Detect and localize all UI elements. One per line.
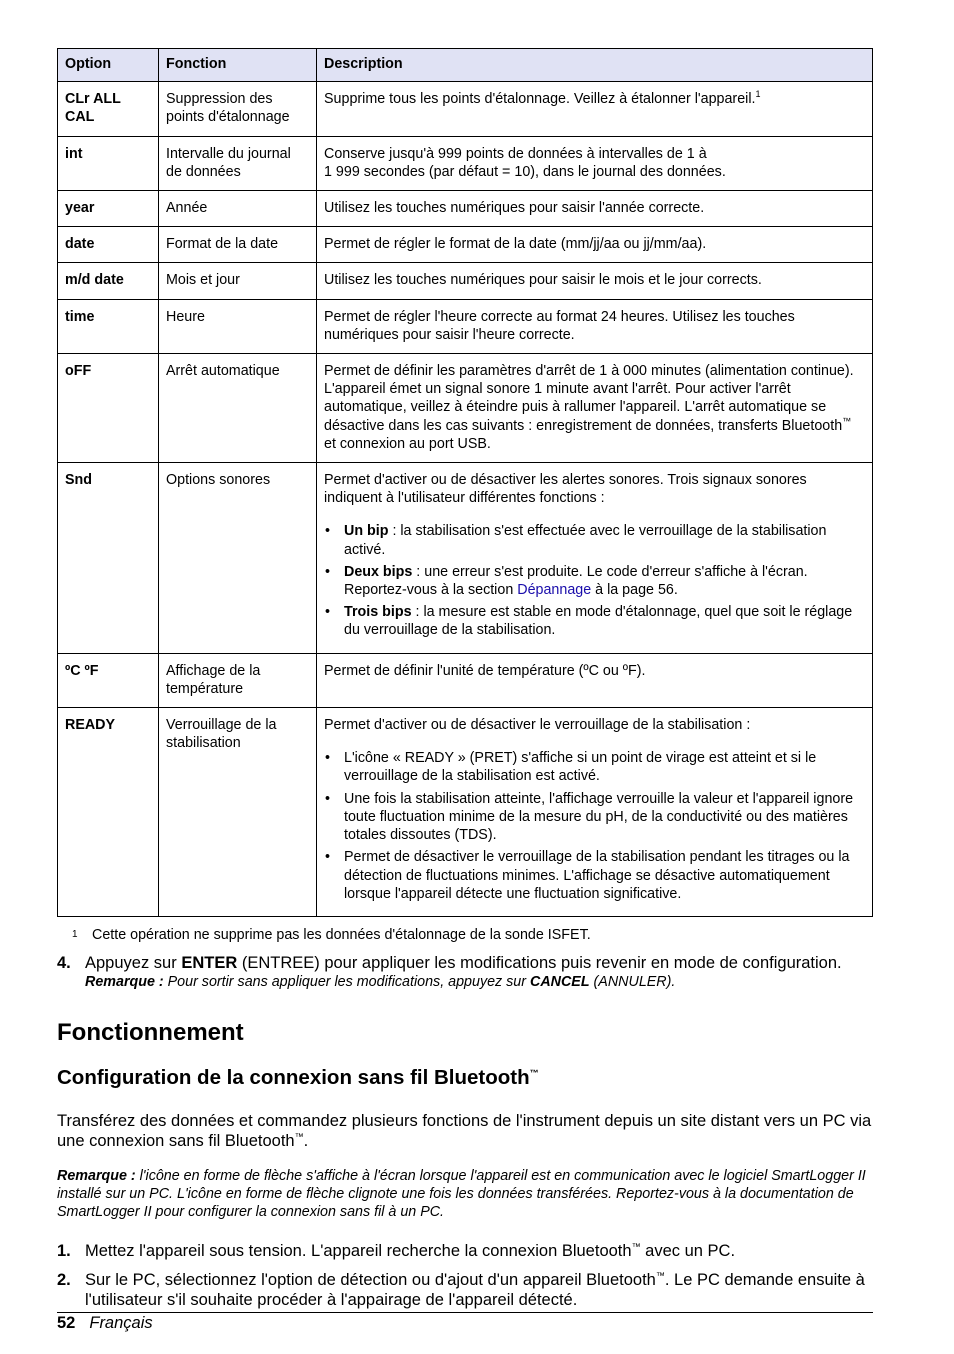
intro-paragraph: Transférez des données et commandez plusieurs fonctions de l'instrument depuis un site distant vers un PC via une connexion sans fil Bluetooth™. — [57, 1111, 872, 1150]
list-item: • Permet de désactiver le verrouillage de la stabilisation pendant les titrages ou la détection de fluctuations minimes. L'affichage se désactive automatiquement lorsque l'appareil détecte une fluctuation significative. — [324, 848, 865, 903]
description-cell: Permet d'activer ou de désactiver le verrouillage de la stabilisation : • L'icône « READY » (PRET) s'affiche si un point de virage est atteint et si le verrouillage de la stabilisation est activé. • Une fois la stabilisation atteinte, l'affichage verrouille la valeur et l'appareil ignore toute fluctuation minime de la mesure du pH, de la conductivité ou des matières totales dissoutes (TDS). • Permet de désactiver le verrouillage de la stabilisation pendant les titrages ou la détection de fluctuations minimes. L'affichage se désactive automatiquement lorsque l'appareil détecte une fluctuation significative. — [317, 708, 873, 917]
ready-options-list — [324, 749, 865, 903]
description-cell: Permet de définir l'unité de température (ºC ou ºF). — [317, 653, 873, 707]
description-cell: Utilisez les touches numériques pour saisir le mois et le jour corrects. — [317, 263, 873, 299]
table-row — [58, 227, 873, 263]
option-cell: year — [58, 191, 159, 227]
step-4: 4. Appuyez sur ENTER (ENTREE) pour appliquer les modifications puis revenir en mode de configuration. Remarque : Pour sortir sans appliquer les modifications, appuyez sur CANCEL (ANNULER). — [57, 953, 873, 991]
table-row — [58, 653, 873, 707]
footer-language: Français — [89, 1314, 153, 1332]
option-cell: m/d date — [58, 263, 159, 299]
function-cell: Mois et jour — [159, 263, 317, 299]
option-cell: oFF — [58, 354, 159, 463]
footnote-text: Cette opération ne supprime pas les données d'étalonnage de la sonde ISFET. — [92, 926, 591, 943]
remark-note: Remarque : l'icône en forme de flèche s'affiche à l'écran lorsque l'appareil est en communication avec le logiciel SmartLogger II installé sur un PC. L'icône en forme de flèche clignote une fois les données transférées. Reportez-vous à la documentation de SmartLogger II pour configurer la connexion sans fil à un PC. — [57, 1167, 866, 1220]
table-row — [58, 263, 873, 299]
section-heading: Fonctionnement — [57, 1018, 244, 1046]
function-cell: Format de la date — [159, 227, 317, 263]
footnote — [57, 926, 873, 944]
step-1: 1. Mettez l'appareil sous tension. L'appareil recherche la connexion Bluetooth™ avec un PC. — [57, 1241, 736, 1260]
header-description: Description — [317, 49, 873, 82]
list-item: • Une fois la stabilisation atteinte, l'affichage verrouille la valeur et l'appareil ignore toute fluctuation minime de la mesure du pH, de la conductivité ou des matières totales dissoutes (TDS). — [324, 790, 865, 845]
function-cell: Options sonores — [159, 463, 317, 654]
list-item: • Trois bips : la mesure est stable en mode d'étalonnage, quel que soit le réglage du verrouillage de la stabilisation. — [324, 603, 865, 639]
step-number: 1. — [57, 1241, 71, 1260]
option-cell: READY — [58, 708, 159, 917]
option-cell: CLr ALL CAL — [58, 82, 159, 136]
list-item: • Deux bips : une erreur s'est produite. Le code d'erreur s'affiche à l'écran. Reportez-vous à la section Dépannage à la page 56. — [324, 563, 865, 599]
footnote-ref: 1 — [755, 89, 761, 100]
options-table — [57, 48, 873, 917]
table-row — [58, 82, 873, 136]
table-row — [58, 191, 873, 227]
list-item: • Un bip : la stabilisation s'est effectuée avec le verrouillage de la stabilisation activé. — [324, 522, 865, 558]
function-cell: Arrêt automatique — [159, 354, 317, 463]
step-number: 2. — [57, 1270, 71, 1289]
function-cell: Année — [159, 191, 317, 227]
table-row — [58, 136, 873, 190]
page-footer — [57, 1312, 873, 1333]
page-content — [57, 48, 873, 1310]
option-cell: int — [58, 136, 159, 190]
description-cell: Permet d'activer ou de désactiver les alertes sonores. Trois signaux sonores indiquent à l'utilisateur différentes fonctions : • Un bip : la stabilisation s'est effectuée avec le verrouillage de la stabilisation activé. • Deux bips : une erreur s'est produite. Le code d'erreur s'affiche à l'écran. Reportez-vous à la section Dépannage à la page 56. • Trois bips : la mesure est stable en mode d'étalonnage, quel que soit le réglage du verrouillage de la stabilisation. — [317, 463, 873, 654]
option-cell: ºC ºF — [58, 653, 159, 707]
description-cell: Conserve jusqu'à 999 points de données à intervalles de 1 à 1 999 secondes (par défaut = 10), dans le journal des données. — [317, 136, 873, 190]
step-note: Remarque : Pour sortir sans appliquer les modifications, appuyez sur CANCEL (ANNULER). — [85, 973, 676, 990]
page-number: 52 — [57, 1314, 76, 1332]
description-cell: Permet de définir les paramètres d'arrêt de 1 à 000 minutes (alimentation continue). L'appareil émet un signal sonore 1 minute avant l'arrêt. Pour activer l'arrêt automatique, veillez à éteindre puis à rallumer l'appareil. L'arrêt automatique se désactive dans les cas suivants : enregistrement de données, transferts Bluetooth™ et connexion au port USB. — [317, 354, 873, 463]
option-cell: time — [58, 299, 159, 353]
troubleshooting-link[interactable]: Dépannage — [517, 582, 592, 599]
footnote-number: 1 — [72, 928, 78, 940]
function-cell: Intervalle du journal de données — [159, 136, 317, 190]
description-cell: Utilisez les touches numériques pour saisir l'année correcte. — [317, 191, 873, 227]
description-cell: Permet de régler le format de la date (mm/jj/aa ou jj/mm/aa). — [317, 227, 873, 263]
function-cell: Heure — [159, 299, 317, 353]
function-cell: Suppression des points d'étalonnage — [159, 82, 317, 136]
description-cell: Permet de régler l'heure correcte au format 24 heures. Utilisez les touches numériques pour saisir l'heure correcte. — [317, 299, 873, 353]
table-row — [58, 708, 873, 917]
header-option: Option — [58, 49, 159, 82]
table-header-row — [58, 49, 873, 82]
option-cell: Snd — [58, 463, 159, 654]
function-cell: Affichage de la température — [159, 653, 317, 707]
option-cell: date — [58, 227, 159, 263]
step-number: 4. — [57, 953, 71, 972]
function-cell: Verrouillage de la stabilisation — [159, 708, 317, 917]
sound-options-list — [324, 522, 865, 639]
list-item: • L'icône « READY » (PRET) s'affiche si un point de virage est atteint et si le verrouillage de la stabilisation est activé. — [324, 749, 865, 785]
table-row — [58, 463, 873, 654]
table-row — [58, 299, 873, 353]
description-cell: Supprime tous les points d'étalonnage. Veillez à étalonner l'appareil.$^1$ — [317, 82, 873, 136]
header-fonction: Fonction — [159, 49, 317, 82]
table-row — [58, 354, 873, 463]
subsection-heading: Configuration de la connexion sans fil Bluetooth™ — [57, 1065, 539, 1089]
step-2: 2. Sur le PC, sélectionnez l'option de détection ou d'ajout d'un appareil Bluetooth™. Le PC demande ensuite à l'utilisateur s'il souhaite procéder à l'appairage de l'appareil détecté. — [57, 1270, 865, 1309]
